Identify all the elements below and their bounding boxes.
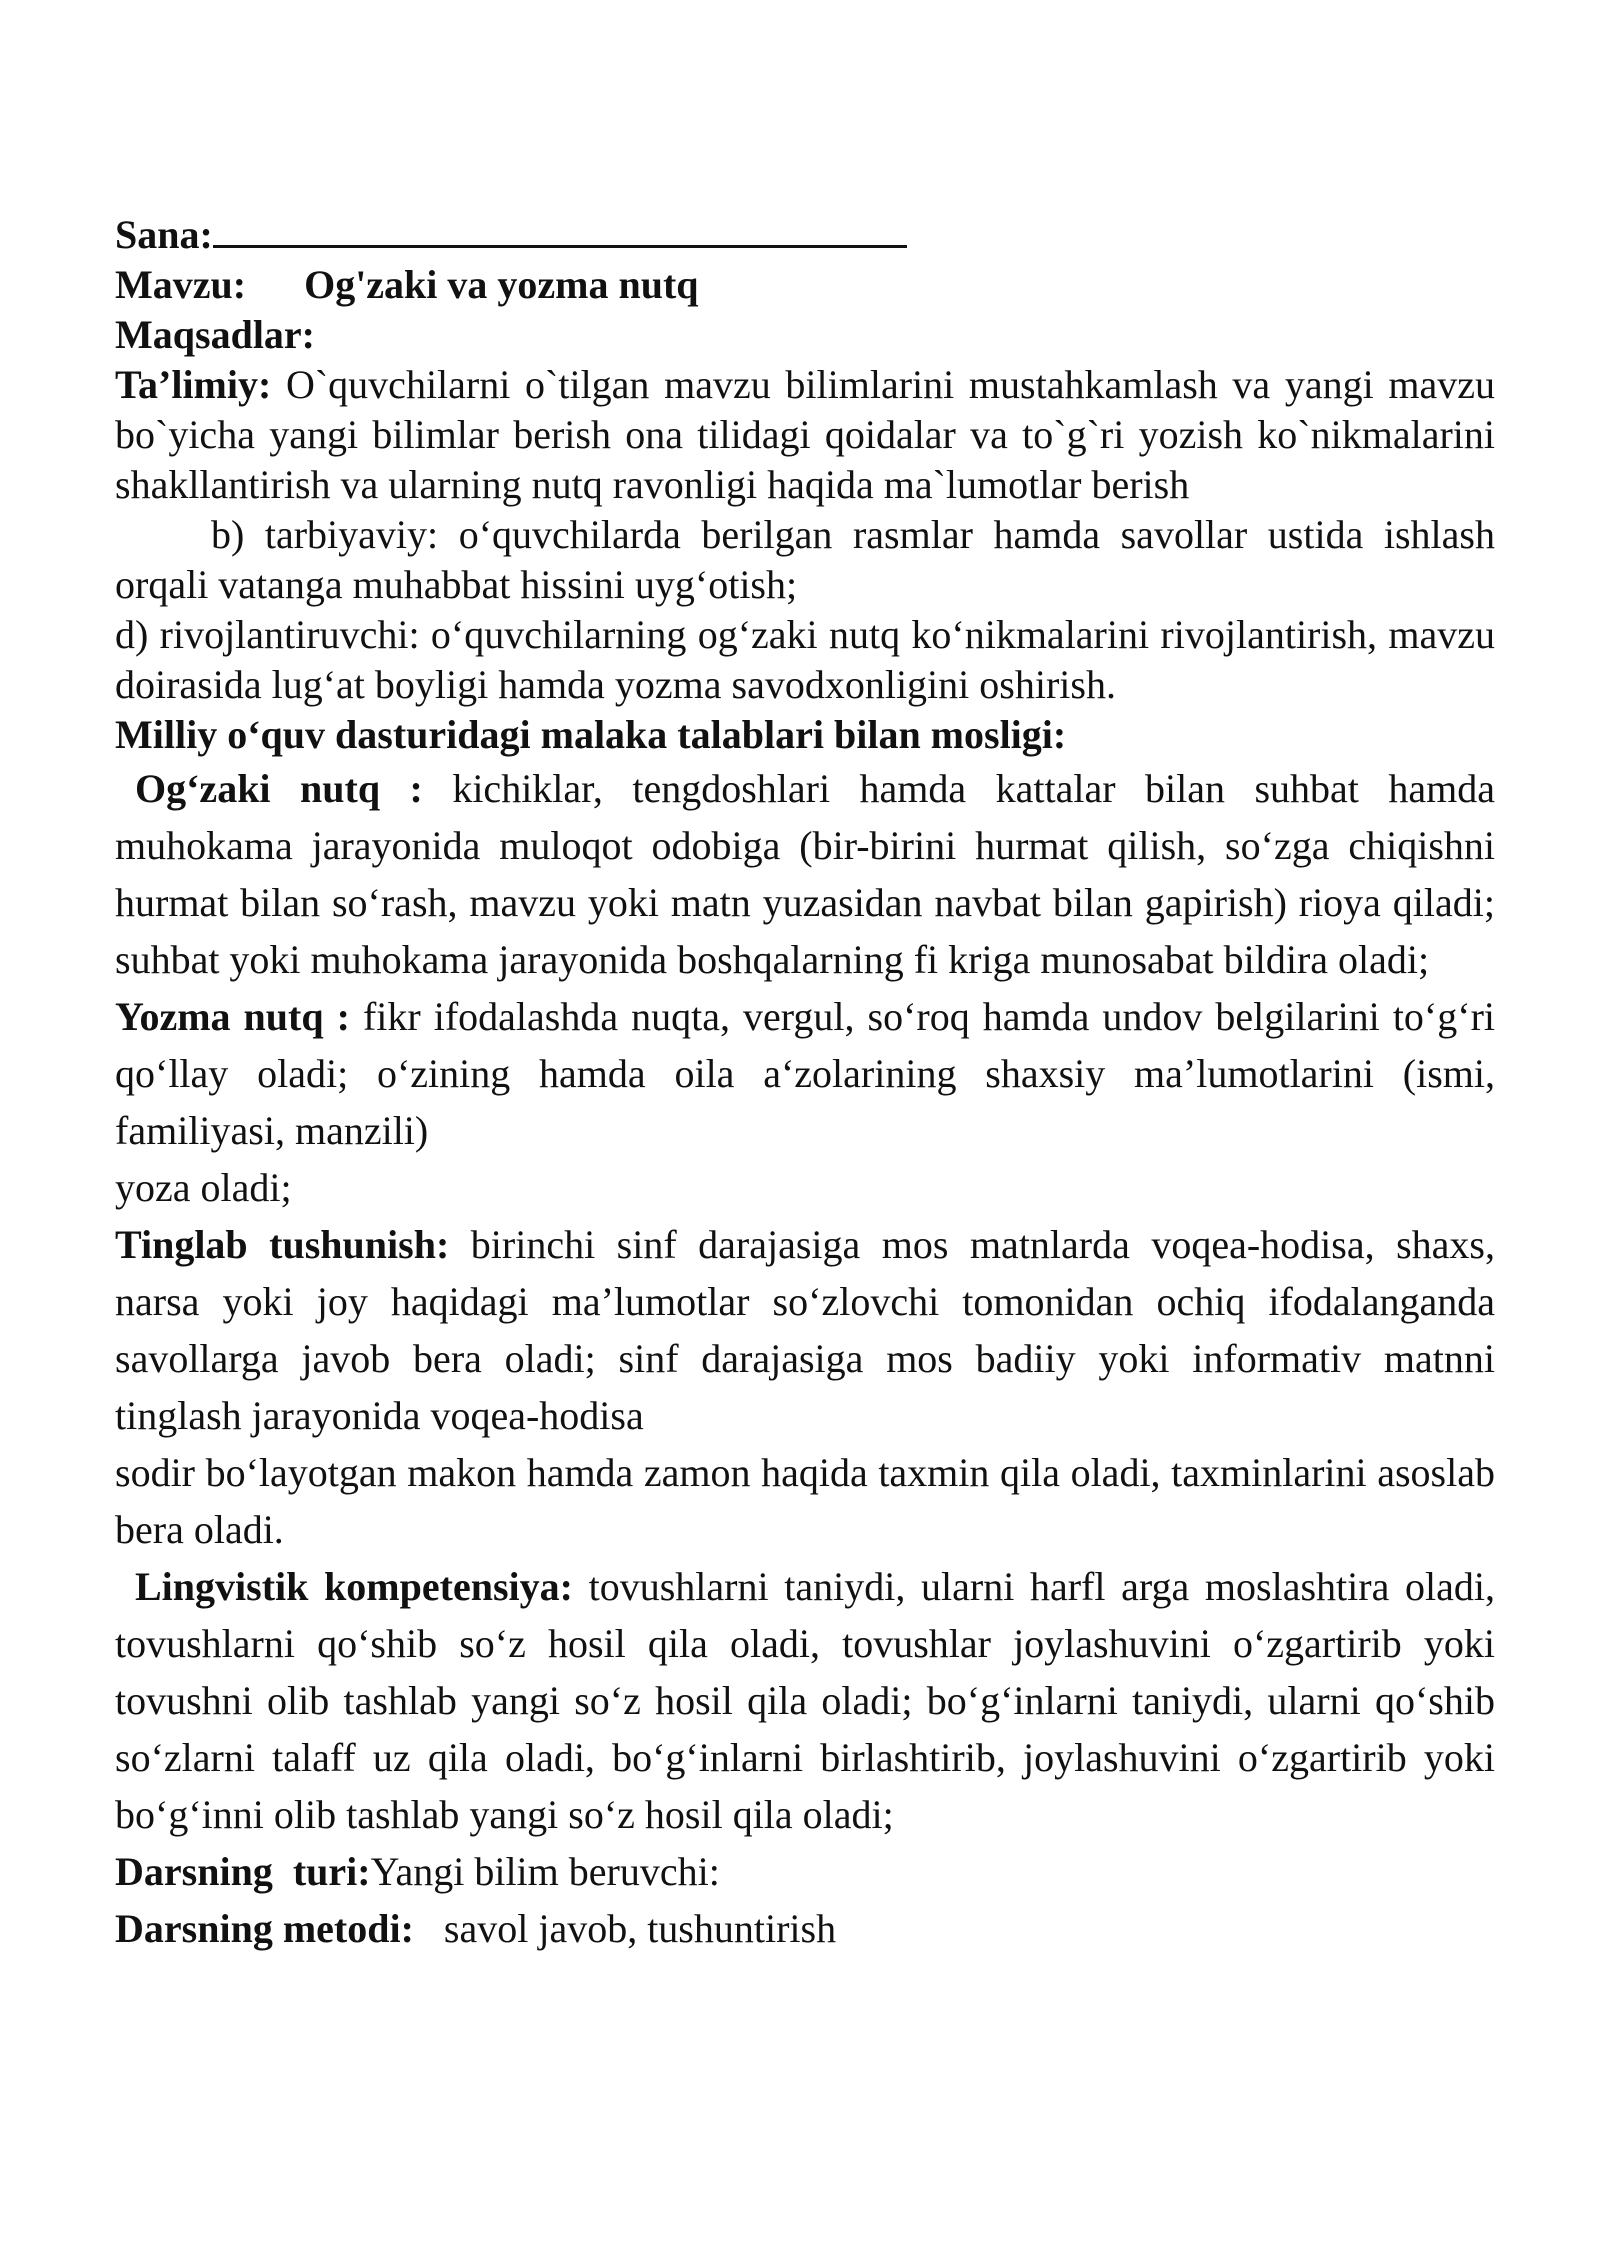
lingvistik-label: Lingvistik kompetensiya: xyxy=(135,1564,573,1609)
yozma-nutq-paragraph xyxy=(115,988,1495,1159)
yozma-nutq-label: Yozma nutq : xyxy=(115,994,350,1039)
tinglab-tushunish-continuation: sodir bo‘layotgan makon hamda zamon haqida taxmin qila oladi, taxminlarini asoslab bera oladi. xyxy=(115,1450,1495,1552)
ogzaki-nutq-paragraph xyxy=(115,760,1495,988)
ogzaki-nutq-text: kichiklar, tengdoshlari hamda kattalar bilan suhbat hamda muhokama jarayonida muloqot odobiga (bir-birini hurmat qilish, so‘zga chiqishni hurmat bilan so‘rash, mavzu yoki matn yuzasidan navbat bilan gapirish) rioya qiladi; suhbat yoki muhokama jarayonida boshqalarning fi kriga munosabat bildira oladi; xyxy=(115,766,1495,982)
rivojlantiruvchi-paragraph: d) rivojlantiruvchi: o‘quvchilarning og‘zaki nutq ko‘nikmalarini rivojlantirish, mavzu doirasida lug‘at boyligi hamda yozma savodxonligini oshirish. xyxy=(115,612,1495,707)
tinglab-tushunish-text: birinchi sinf darajasiga mos matnlarda voqea-hodisa, shaxs, narsa yoki joy haqidagi ma’lumotlar so‘zlovchi tomonidan ochiq ifodalanganda savollarga javob bera oladi; sinf darajasiga mos badiiy yoki informativ matnni tinglash jarayonida voqea-hodisa xyxy=(115,1222,1495,1438)
yozma-nutq-text: fikr ifodalashda nuqta, vergul, so‘roq hamda undov belgilarini to‘g‘ri qo‘llay oladi; o‘zining hamda oila a‘zolarining shaxsiy ma’lumotlarini (ismi, familiyasi, manzili) xyxy=(115,994,1496,1153)
ogzaki-nutq-label: Og‘zaki nutq : xyxy=(135,766,423,811)
talimiy-text: O`quvchilarni o`tilgan mavzu bilimlarini mustahkamlash va yangi mavzu bo`yicha yangi bilimlar berish ona tilidagi qoidalar va to`g`ri yozish ko`nikmalarini shakllantirish va ularning nutq ravonligi haqida ma`lumotlar berish xyxy=(115,362,1495,507)
darsning-turi-row xyxy=(115,1843,1495,1900)
darsning-turi-label: Darsning turi: xyxy=(115,1849,371,1894)
tinglab-tushunish-paragraph xyxy=(115,1216,1495,1444)
sana-row xyxy=(115,210,1495,260)
darsning-metodi-label: Darsning metodi: xyxy=(115,1906,414,1951)
mavzu-value: Og'zaki va yozma nutq xyxy=(304,262,699,307)
maqsadlar-heading: Maqsadlar: xyxy=(115,312,315,357)
sana-label: Sana: xyxy=(115,212,213,257)
darsning-turi-value: Yangi bilim beruvchi: xyxy=(370,1849,720,1894)
talimiy-paragraph xyxy=(115,360,1495,510)
darsning-metodi-row xyxy=(115,1900,1495,1957)
document-page xyxy=(115,210,1495,1957)
tinglab-tushunish-label: Tinglab tushunish: xyxy=(115,1222,450,1267)
darsning-metodi-value: savol javob, tushuntirish xyxy=(413,1906,837,1951)
mavzu-label: Mavzu: xyxy=(115,262,247,307)
lingvistik-text: tovushlarni taniydi, ularni harfl arga moslashtira oladi, tovushlarni qo‘shib so‘z hosil qila oladi, tovushlar joylashuvini o‘zgartirib yoki tovushni olib tashlab yangi so‘z hosil qila oladi; bo‘g‘inlarni taniydi, ularni qo‘shib so‘zlarni talaff uz qila oladi, bo‘g‘inlarni birlashtirib, joylashuvini o‘zgartirib yoki bo‘g‘inni olib tashlab yangi so‘z hosil qila oladi; xyxy=(115,1564,1495,1837)
yozma-nutq-continuation: yoza oladi; xyxy=(115,1165,292,1210)
standards-heading: Milliy o‘quv dasturidagi malaka talablari bilan mosligi: xyxy=(115,712,1067,757)
tarbiyaviy-paragraph: b) tarbiyaviy: o‘quvchilarda berilgan rasmlar hamda savollar ustida ishlash orqali vatanga muhabbat hissini uyg‘otish; xyxy=(115,512,1495,607)
sana-blank-line xyxy=(213,215,907,248)
talimiy-label: Ta’limiy: xyxy=(115,362,272,407)
lingvistik-paragraph xyxy=(115,1558,1495,1843)
mavzu-row xyxy=(115,260,1495,310)
